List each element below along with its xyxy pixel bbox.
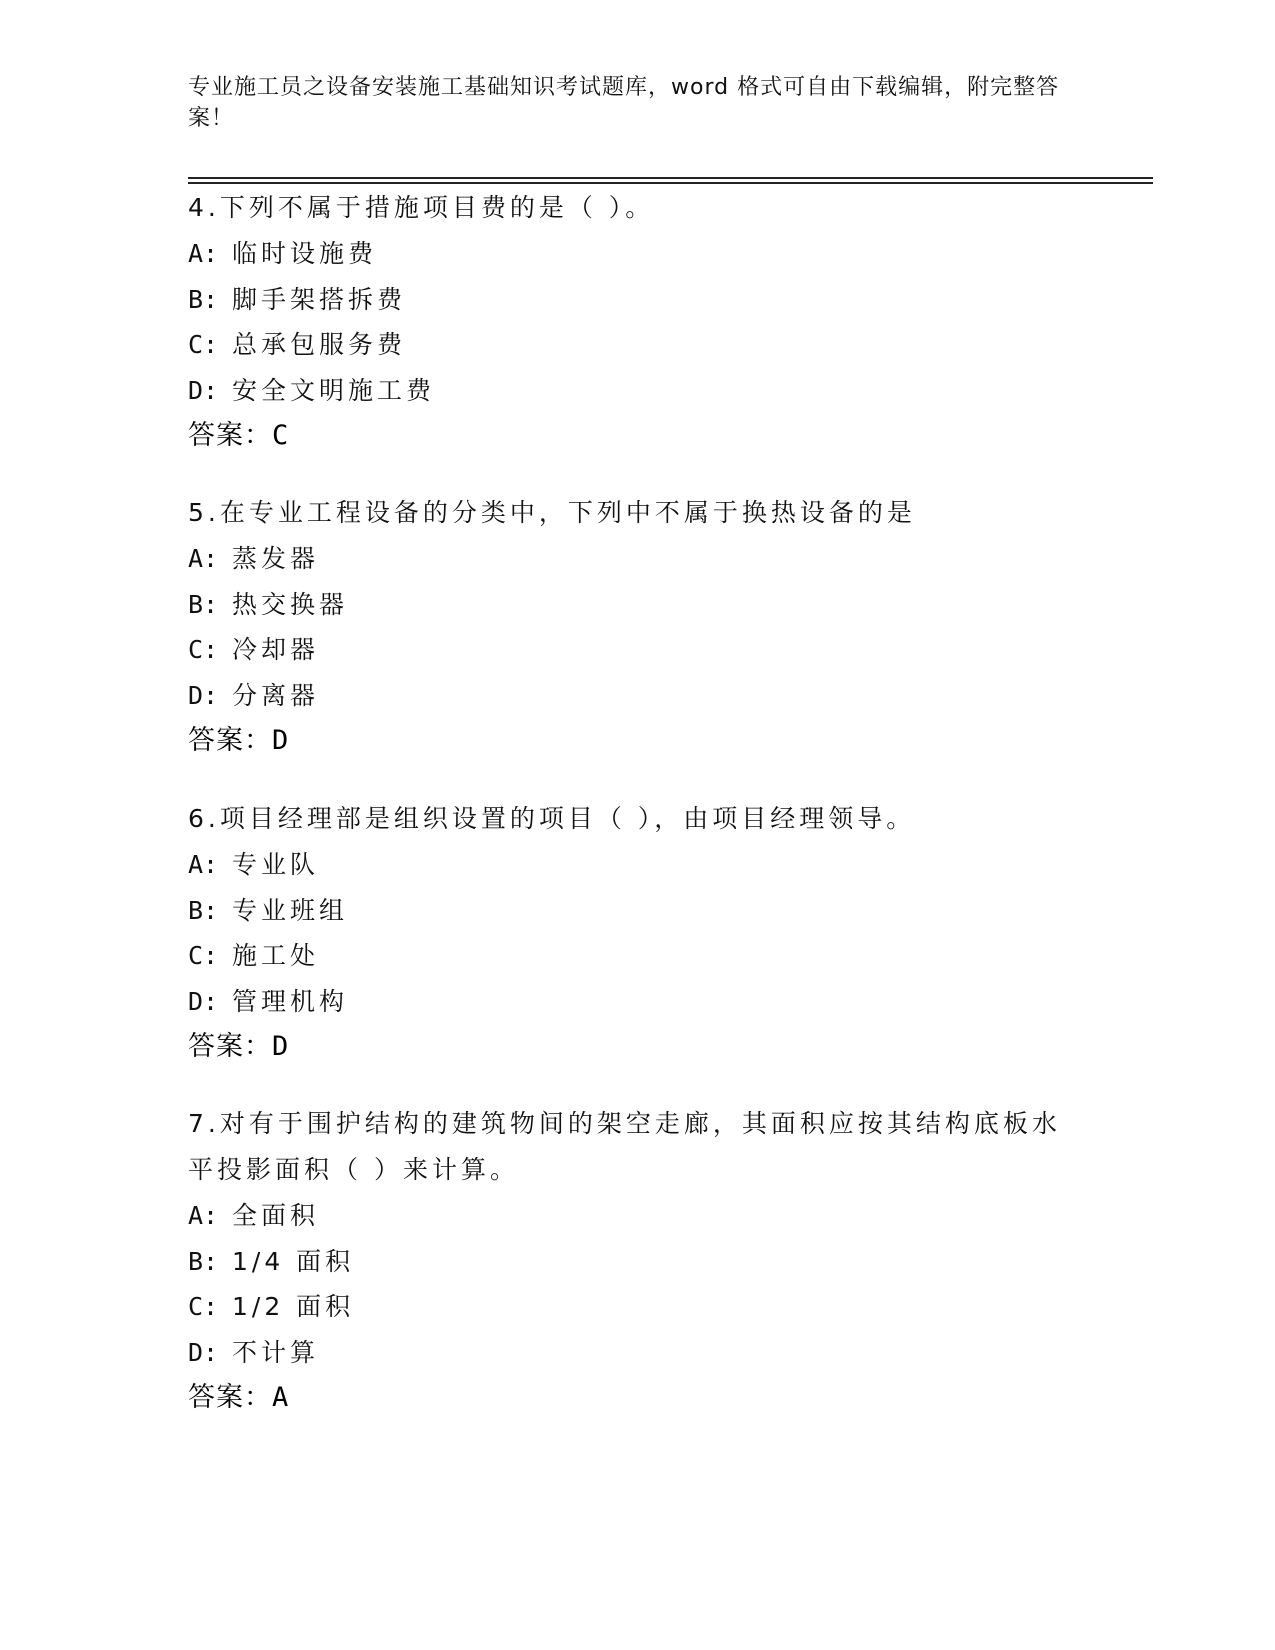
option-c bbox=[188, 933, 1088, 979]
option-text: 不计算 bbox=[232, 1337, 320, 1367]
option-key: A: bbox=[188, 544, 219, 573]
option-key: A: bbox=[188, 850, 219, 879]
option-b bbox=[188, 277, 1088, 323]
document-header-text: 专业施工员之设备安装施工基础知识考试题库，word 格式可自由下载编辑，附完整答案！ bbox=[188, 75, 1060, 131]
header-divider-bottom bbox=[188, 182, 1153, 184]
option-c bbox=[188, 322, 1088, 368]
option-c bbox=[188, 1284, 1088, 1330]
answer-line bbox=[188, 413, 1088, 459]
option-c bbox=[188, 627, 1088, 673]
option-key: C: bbox=[188, 330, 219, 359]
option-key: C: bbox=[188, 1292, 219, 1321]
option-text: 安全文明施工费 bbox=[232, 375, 436, 405]
answer-label: 答案： bbox=[188, 1382, 272, 1413]
option-key: B: bbox=[188, 1246, 219, 1276]
answer-line bbox=[188, 1024, 1088, 1070]
option-text: 施工处 bbox=[232, 941, 320, 970]
option-text: 脚手架搭拆费 bbox=[232, 284, 407, 314]
answer-value: C bbox=[272, 420, 289, 451]
question-4 bbox=[188, 185, 1088, 459]
answer-line bbox=[188, 1375, 1088, 1421]
option-text: 1/4 面积 bbox=[232, 1246, 355, 1276]
option-key: D: bbox=[188, 375, 219, 405]
answer-value: A bbox=[272, 1382, 289, 1413]
option-key: B: bbox=[188, 895, 219, 925]
option-text: 蒸发器 bbox=[232, 544, 320, 573]
option-key: D: bbox=[188, 986, 219, 1016]
question-stem-line-1: 7.对有于围护结构的建筑物间的架空走廊，其面积应按其结构底板水 bbox=[188, 1109, 1061, 1138]
answer-label: 答案： bbox=[188, 420, 272, 451]
option-key: B: bbox=[188, 589, 219, 619]
option-text: 热交换器 bbox=[232, 589, 349, 619]
option-text: 专业队 bbox=[232, 850, 320, 879]
option-key: D: bbox=[188, 680, 219, 710]
option-b bbox=[188, 582, 1088, 628]
answer-value: D bbox=[272, 725, 289, 756]
option-text: 专业班组 bbox=[232, 895, 349, 925]
option-text: 临时设施费 bbox=[232, 239, 378, 268]
question-stem: 6.项目经理部是组织设置的项目（ ），由项目经理领导。 bbox=[188, 804, 916, 833]
option-key: C: bbox=[188, 635, 219, 664]
question-stem: 4.下列不属于措施项目费的是（ ）。 bbox=[188, 193, 655, 222]
option-text: 全面积 bbox=[232, 1201, 320, 1230]
option-a bbox=[188, 536, 1088, 582]
answer-value: D bbox=[272, 1031, 289, 1062]
option-text: 管理机构 bbox=[232, 986, 349, 1016]
option-a bbox=[188, 231, 1088, 277]
option-text: 总承包服务费 bbox=[232, 330, 407, 359]
answer-label: 答案： bbox=[188, 1031, 272, 1062]
answer-line bbox=[188, 718, 1088, 764]
option-key: C: bbox=[188, 941, 219, 970]
answer-label: 答案： bbox=[188, 725, 272, 756]
header-divider-top bbox=[188, 177, 1153, 179]
option-d bbox=[188, 979, 1088, 1025]
option-a bbox=[188, 1193, 1088, 1239]
question-stem-line-2: 平投影面积（ ）来计算。 bbox=[188, 1155, 519, 1184]
option-text: 冷却器 bbox=[232, 635, 320, 664]
question-6 bbox=[188, 796, 1088, 1070]
option-key: D: bbox=[188, 1337, 219, 1367]
option-d bbox=[188, 1330, 1088, 1376]
question-5 bbox=[188, 490, 1088, 764]
option-text: 1/2 面积 bbox=[232, 1292, 355, 1321]
option-d bbox=[188, 368, 1088, 414]
option-a bbox=[188, 842, 1088, 888]
option-key: A: bbox=[188, 239, 219, 268]
option-key: A: bbox=[188, 1201, 219, 1230]
option-b bbox=[188, 1239, 1088, 1285]
question-stem: 5.在专业工程设备的分类中，下列中不属于换热设备的是 bbox=[188, 498, 916, 527]
option-b bbox=[188, 888, 1088, 934]
option-d bbox=[188, 673, 1088, 719]
option-text: 分离器 bbox=[232, 680, 320, 710]
question-7 bbox=[188, 1101, 1088, 1421]
option-key: B: bbox=[188, 284, 219, 314]
